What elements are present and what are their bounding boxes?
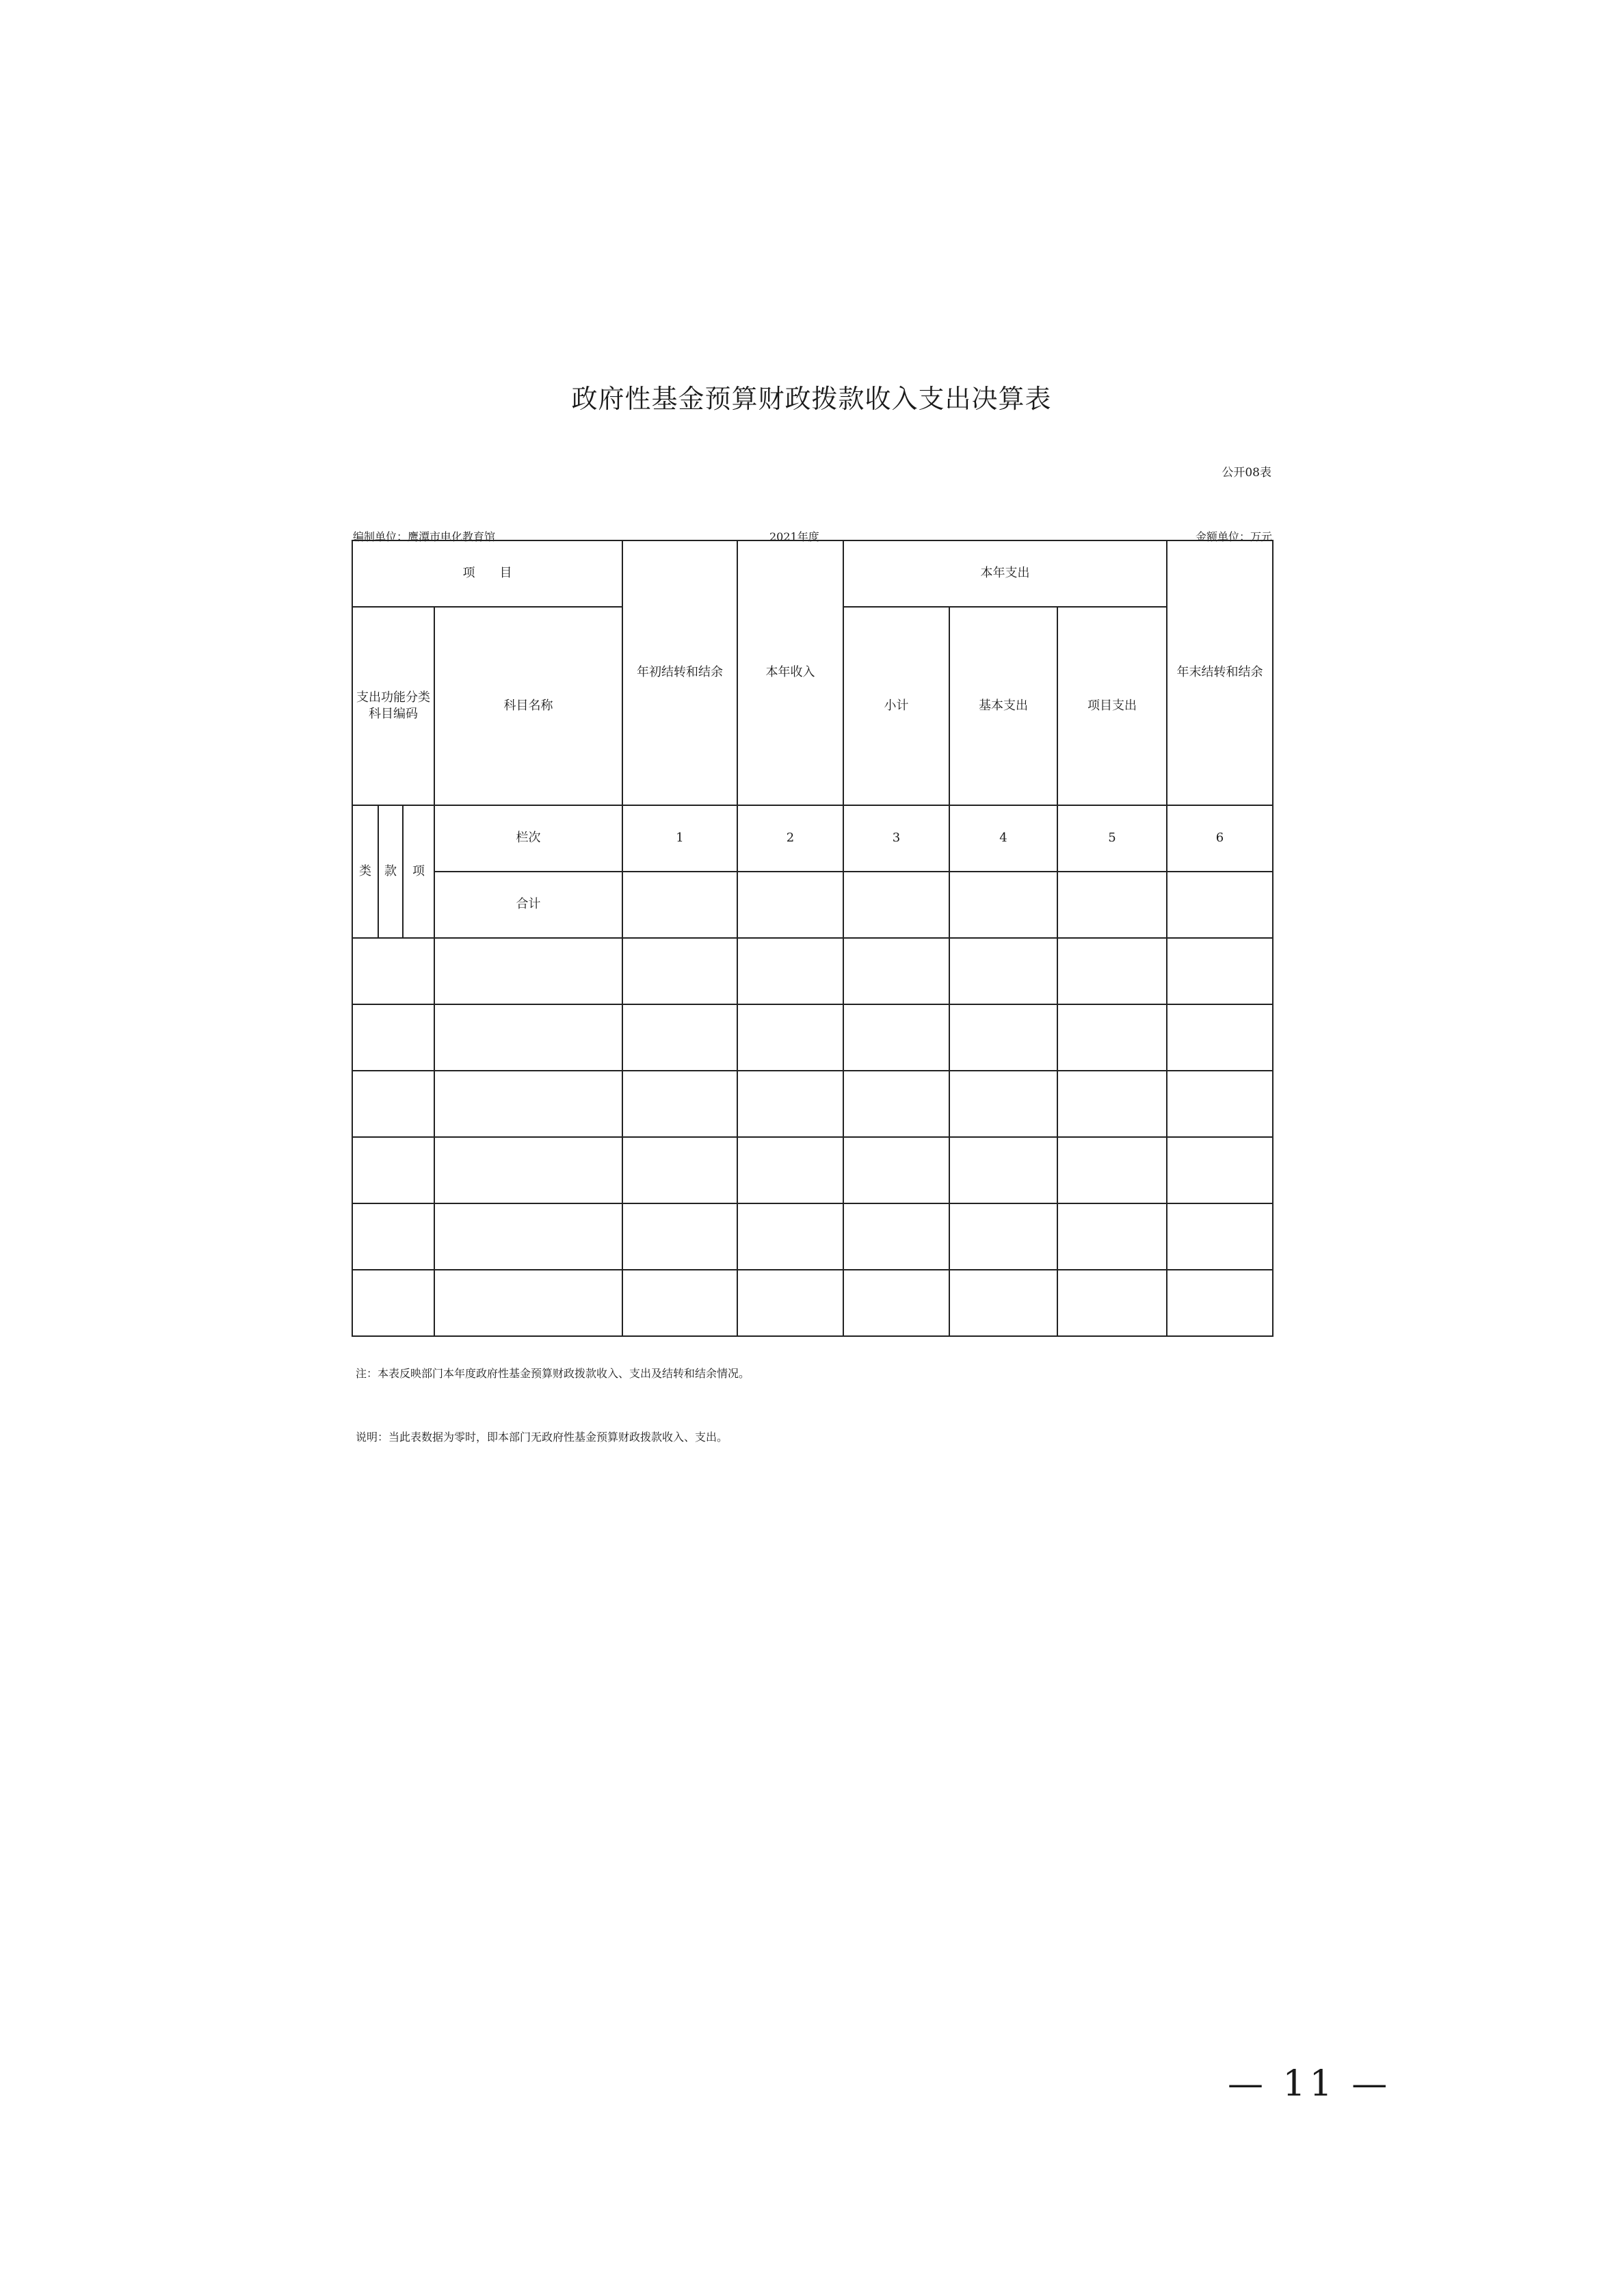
name-cell (434, 1270, 622, 1336)
value-cell (949, 1270, 1057, 1336)
value-cell (843, 938, 949, 1004)
column-index: 5 (1057, 805, 1167, 872)
fiscal-year: 2021年度 (769, 530, 819, 543)
code-cell (352, 1203, 434, 1270)
table-row (352, 1004, 1273, 1071)
project-expenditure-header: 项目支出 (1057, 607, 1167, 805)
value-cell (622, 1004, 737, 1071)
value-cell (949, 938, 1057, 1004)
total-cell (1167, 872, 1273, 938)
value-cell (949, 1203, 1057, 1270)
column-index: 1 (622, 805, 737, 872)
value-cell (843, 1137, 949, 1203)
total-cell (622, 872, 737, 938)
expenditure-group-header: 本年支出 (843, 540, 1167, 607)
value-cell (1167, 1071, 1273, 1137)
name-header: 科目名称 (434, 607, 622, 805)
code-cell (352, 1071, 434, 1137)
total-cell (1057, 872, 1167, 938)
value-cell (1057, 1203, 1167, 1270)
value-cell (1057, 1270, 1167, 1336)
value-cell (1167, 1270, 1273, 1336)
total-cell (737, 872, 843, 938)
name-cell (434, 1137, 622, 1203)
table-explanation: 说明：当此表数据为零时，即本部门无政府性基金预算财政拨款收入、支出。 (356, 1431, 728, 1444)
document-title: 政府性基金预算财政拨款收入支出决算表 (571, 384, 1052, 414)
value-cell (949, 1004, 1057, 1071)
code-cell (352, 1137, 434, 1203)
name-cell (434, 938, 622, 1004)
compiling-unit: 编制单位：鹰潭市电化教育馆 (353, 530, 496, 543)
budget-table (352, 540, 1274, 1337)
name-cell (434, 1004, 622, 1071)
code-cell (352, 938, 434, 1004)
value-cell (1167, 1004, 1273, 1071)
income-header: 本年收入 (737, 540, 843, 805)
value-cell (1057, 1071, 1167, 1137)
value-cell (1057, 1137, 1167, 1203)
value-cell (622, 1137, 737, 1203)
value-cell (622, 1270, 737, 1336)
kuan-header: 款 (378, 805, 403, 938)
total-cell (843, 872, 949, 938)
table-row (352, 1137, 1273, 1203)
table-note: 注：本表反映部门本年度政府性基金预算财政拨款收入、支出及结转和结余情况。 (356, 1367, 750, 1380)
value-cell (843, 1270, 949, 1336)
column-index: 3 (843, 805, 949, 872)
column-index: 6 (1167, 805, 1273, 872)
name-cell (434, 1203, 622, 1270)
name-cell (434, 1071, 622, 1137)
subtotal-header: 小计 (843, 607, 949, 805)
amount-unit: 金额单位：万元 (1195, 530, 1272, 543)
value-cell (843, 1004, 949, 1071)
opening-balance-header: 年初结转和结余 (622, 540, 737, 805)
value-cell (843, 1071, 949, 1137)
column-index: 4 (949, 805, 1057, 872)
code-cell (352, 1270, 434, 1336)
code-cell (352, 1004, 434, 1071)
value-cell (622, 1203, 737, 1270)
value-cell (622, 1071, 737, 1137)
total-row-label: 合计 (434, 872, 622, 938)
value-cell (737, 1203, 843, 1270)
value-cell (737, 1137, 843, 1203)
page-number: — 11 — (1228, 2063, 1392, 2104)
column-index-label: 栏次 (434, 805, 622, 872)
form-number: 公开08表 (1222, 466, 1271, 480)
value-cell (622, 938, 737, 1004)
value-cell (737, 1270, 843, 1336)
value-cell (1057, 938, 1167, 1004)
table-row (352, 1071, 1273, 1137)
closing-balance-header: 年末结转和结余 (1167, 540, 1273, 805)
value-cell (1057, 1004, 1167, 1071)
value-cell (737, 1071, 843, 1137)
value-cell (1167, 938, 1273, 1004)
total-cell (949, 872, 1057, 938)
code-header: 支出功能分类科目编码 (352, 607, 434, 805)
table-row (352, 938, 1273, 1004)
table-row (352, 1270, 1273, 1336)
column-index: 2 (737, 805, 843, 872)
value-cell (949, 1137, 1057, 1203)
basic-expenditure-header: 基本支出 (949, 607, 1057, 805)
value-cell (949, 1071, 1057, 1137)
value-cell (843, 1203, 949, 1270)
table-row (352, 1203, 1273, 1270)
value-cell (1167, 1203, 1273, 1270)
value-cell (737, 938, 843, 1004)
lei-header: 类 (352, 805, 378, 938)
item-header: 项 目 (352, 540, 622, 607)
value-cell (1167, 1137, 1273, 1203)
xiang-header: 项 (403, 805, 434, 938)
value-cell (737, 1004, 843, 1071)
